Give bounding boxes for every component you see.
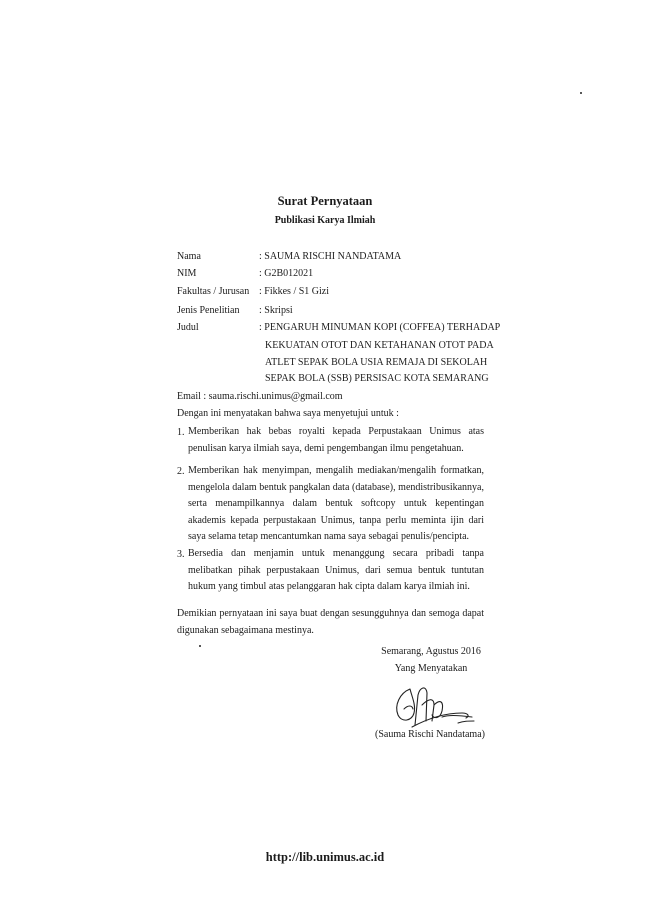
- intro-text: Dengan ini menyatakan bahwa saya menyetujui untuk :: [177, 408, 399, 419]
- field-label: Fakultas / Jurusan: [177, 286, 250, 297]
- place-date: Semarang, Agustus 2016: [381, 646, 481, 657]
- title-continuation-line: KEKUATAN OTOT DAN KETAHANAN OTOT PADA: [265, 340, 494, 351]
- scan-speck: [580, 92, 582, 94]
- signer-name: (Sauma Rischi Nandatama): [375, 729, 485, 740]
- item-text: Memberikan hak menyimpan, mengalih mediakan/mengalih formatkan, mengelola dalam bentuk pangkalan data (database), mendistribusikannya, serta menampilkannya dalam bentuk softcopy untuk kepentingan akademis kepada perpustakaan Unimus, tanpa perlu meminta ijin dari saya selama tetap mencantumkan nama saya sebagai penulis/pencipta.: [188, 465, 484, 542]
- field-value: : SAUMA RISCHI NANDATAMA: [259, 251, 402, 262]
- field-label: Jenis Penelitian: [177, 305, 240, 316]
- title-continuation-line: SEPAK BOLA (SSB) PERSISAC KOTA SEMARANG: [265, 373, 489, 384]
- title-continuation-line: ATLET SEPAK BOLA USIA REMAJA DI SEKOLAH: [265, 357, 488, 368]
- field-value: : Skripsi: [259, 305, 293, 316]
- document-subtitle: Publikasi Karya Ilmiah: [274, 215, 376, 226]
- item-number: 2.: [177, 466, 185, 477]
- email-line: Email : sauma.rischi.unimus@gmail.com: [177, 391, 343, 402]
- footer-url[interactable]: http://lib.unimus.ac.id: [265, 850, 385, 864]
- item-text: Bersedia dan menjamin untuk menanggung secara pribadi tanpa melibatkan pihak perpustakaan Unimus, dari semua bentuk tuntutan hukum yang timbul atas pelanggaran hak cipta dalam karya ilmiah ini.: [188, 548, 484, 592]
- field-value: : G2B012021: [259, 268, 314, 279]
- field-value: : PENGARUH MINUMAN KOPI (COFFEA) TERHADAP: [259, 322, 501, 333]
- ink-dot: [199, 645, 201, 647]
- field-value: : Fikkes / S1 Gizi: [259, 286, 330, 297]
- field-label: NIM: [177, 268, 197, 279]
- signer-role: Yang Menyatakan: [394, 663, 468, 674]
- item-text: Memberikan hak bebas royalti kepada Perpustakaan Unimus atas penulisan karya ilmiah saya, demi pengembangan ilmu pengetahuan.: [188, 426, 484, 454]
- field-label: Judul: [177, 322, 199, 333]
- signature-image: [382, 675, 497, 735]
- field-label: Nama: [177, 251, 201, 262]
- item-number: 3.: [177, 549, 185, 560]
- document-title: Surat Pernyataan: [277, 194, 373, 208]
- closing-text: Demikian pernyataan ini saya buat dengan sesungguhnya dan semoga dapat digunakan sebagaimana mestinya.: [177, 608, 484, 636]
- item-number: 1.: [177, 427, 185, 438]
